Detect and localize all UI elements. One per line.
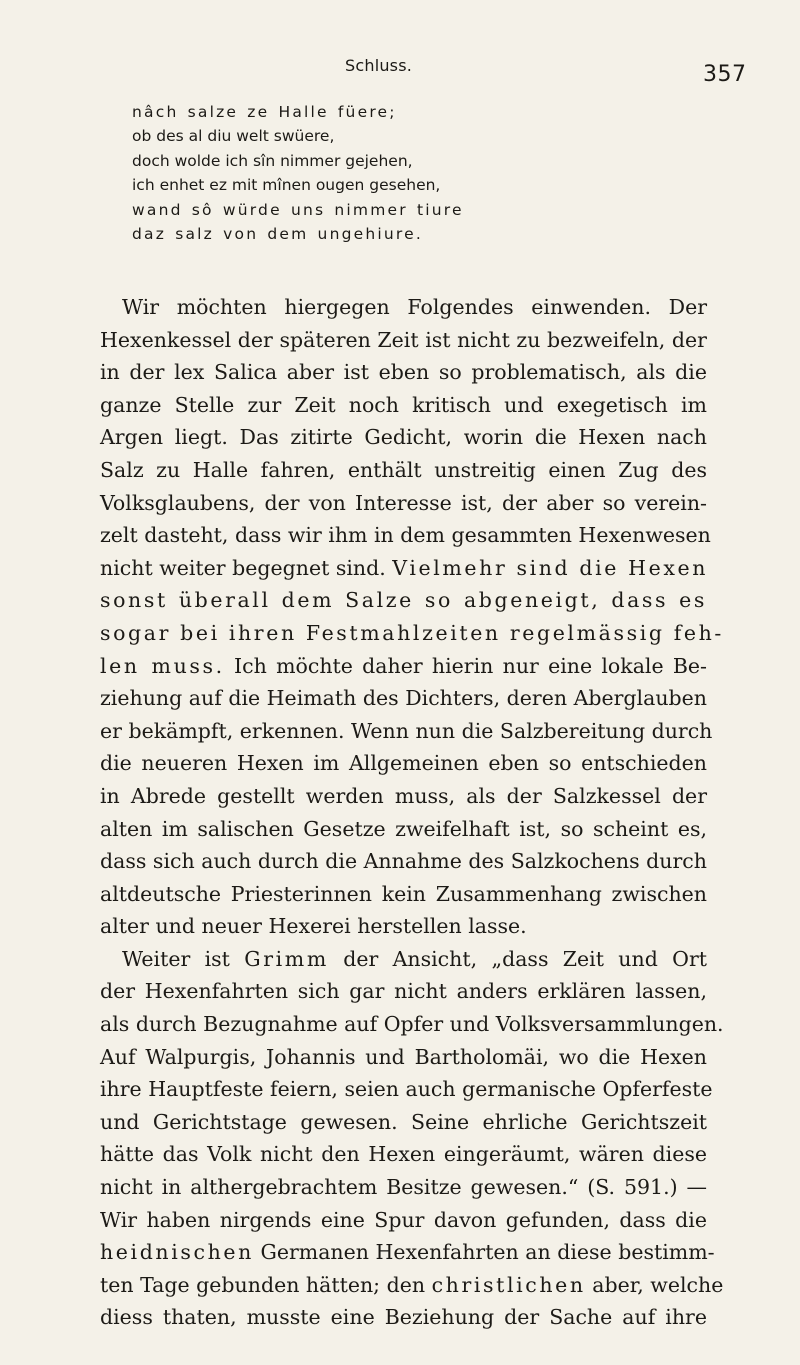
spaced-emphasis: Grimm (244, 946, 329, 971)
spaced-emphasis: len muss. (100, 653, 225, 678)
text-line: in Abrede gestellt werden muss, als der Salzkessel der (100, 783, 707, 808)
body-text (100, 291, 724, 1334)
text-segment: der Ansicht, „dass Zeit und Ort (343, 946, 707, 971)
paragraph (100, 943, 724, 1334)
text-line: ziehung auf die Heimath des Dichters, deren Aberglauben (100, 686, 707, 711)
text-line: ganze Stelle zur Zeit noch kritisch und exegetisch im (100, 392, 707, 417)
text-line (100, 552, 707, 585)
running-head: Schluss. (345, 56, 413, 75)
text-line: die neueren Hexen im Allgemeinen eben so entschieden (100, 751, 707, 776)
verse-line: nâch salze ze Halle füere; (132, 103, 397, 121)
text-line: und Gerichtstage gewesen. Seine ehrliche Gerichtszeit (100, 1109, 707, 1134)
text-line: altdeutsche Priesterinnen kein Zusammenhang zwischen (100, 881, 707, 906)
verse-line: ich enhet ez mit mînen ougen gesehen, (132, 176, 441, 195)
text-line: sonst überall dem Salze so abgeneigt, dass es (100, 588, 707, 613)
text-line: alten im salischen Gesetze zweifelhaft ist, so scheint es, (100, 816, 707, 841)
text-line: Hexenkessel der späteren Zeit ist nicht zu bezweifeln, der (100, 327, 707, 352)
text-line: Wir möchten hiergegen Folgendes einwenden. Der (122, 295, 707, 319)
text-line: hätte das Volk nicht den Hexen eingeräumt, wären diese (100, 1142, 707, 1167)
verse-line: wand sô würde uns nimmer tiure (132, 200, 464, 219)
text-line: Auf Walpurgis, Johannis und Bartholomäi, wo die Hexen (100, 1044, 707, 1069)
text-segment: ten Tage gebunden hätten; den (100, 1272, 426, 1297)
text-line (100, 1236, 715, 1269)
text-line: Volksglaubens, der von Interesse ist, der aber so verein- (100, 490, 707, 515)
text-segment: Germanen Hexenfahrten an diese bestimm- (260, 1240, 715, 1265)
text-line: Salz zu Halle fahren, enthält unstreitig einen Zug des (100, 457, 707, 482)
spaced-emphasis: christlichen (431, 1272, 586, 1297)
text-line: in der lex Salica aber ist eben so problematisch, als die (100, 360, 707, 385)
text-line: dass sich auch durch die Annahme des Salzkochens durch (100, 849, 707, 874)
text-segment: Ich möchte daher hierin nur eine lokale Be- (234, 653, 707, 678)
verse-line: doch wolde ich sîn nimmer gejehen, (132, 151, 413, 170)
text-line: Wir haben nirgends eine Spur davon gefunden, dass die (100, 1207, 707, 1232)
text-line: der Hexenfahrten sich gar nicht anders erklären lassen, (100, 979, 707, 1004)
text-line: alter und neuer Hexerei herstellen lasse. (100, 914, 527, 939)
text-line: nicht in althergebrachtem Besitze gewesen.“ (S. 591.) — (100, 1175, 707, 1200)
verse-line: ob des al diu welt swüere, (132, 127, 335, 146)
spaced-emphasis: Vielmehr sind die Hexen (392, 555, 709, 580)
text-segment: aber, welche (592, 1272, 724, 1297)
text-segment: Weiter ist (122, 946, 230, 971)
text-line: als durch Bezugnahme auf Opfer und Volksversammlungen. (100, 1012, 724, 1037)
text-line: er bekämpft, erkennen. Wenn nun die Salzbereitung durch (100, 718, 713, 743)
text-segment: nicht weiter begegnet sind. (100, 555, 386, 580)
text-line: zelt dasteht, dass wir ihm in dem gesammten Hexenwesen (100, 523, 711, 548)
text-line: diess thaten, musste eine Beziehung der Sache auf ihre (100, 1305, 707, 1330)
text-line (100, 1269, 724, 1302)
text-line: sogar bei ihren Festmahlzeiten regelmässig feh- (100, 620, 724, 645)
spaced-emphasis: heidnischen (100, 1240, 254, 1265)
verse-line: daz salz von dem ungehiure. (132, 225, 424, 244)
paragraph (100, 291, 724, 943)
page-header (0, 56, 800, 86)
page-number: 357 (703, 62, 747, 87)
verse-quotation (132, 100, 692, 246)
text-line: Argen liegt. Das zitirte Gedicht, worin die Hexen nach (100, 425, 707, 450)
text-line (100, 650, 707, 683)
text-line (100, 943, 707, 976)
text-line: ihre Hauptfeste feiern, seien auch germanische Opferfeste (100, 1077, 713, 1102)
